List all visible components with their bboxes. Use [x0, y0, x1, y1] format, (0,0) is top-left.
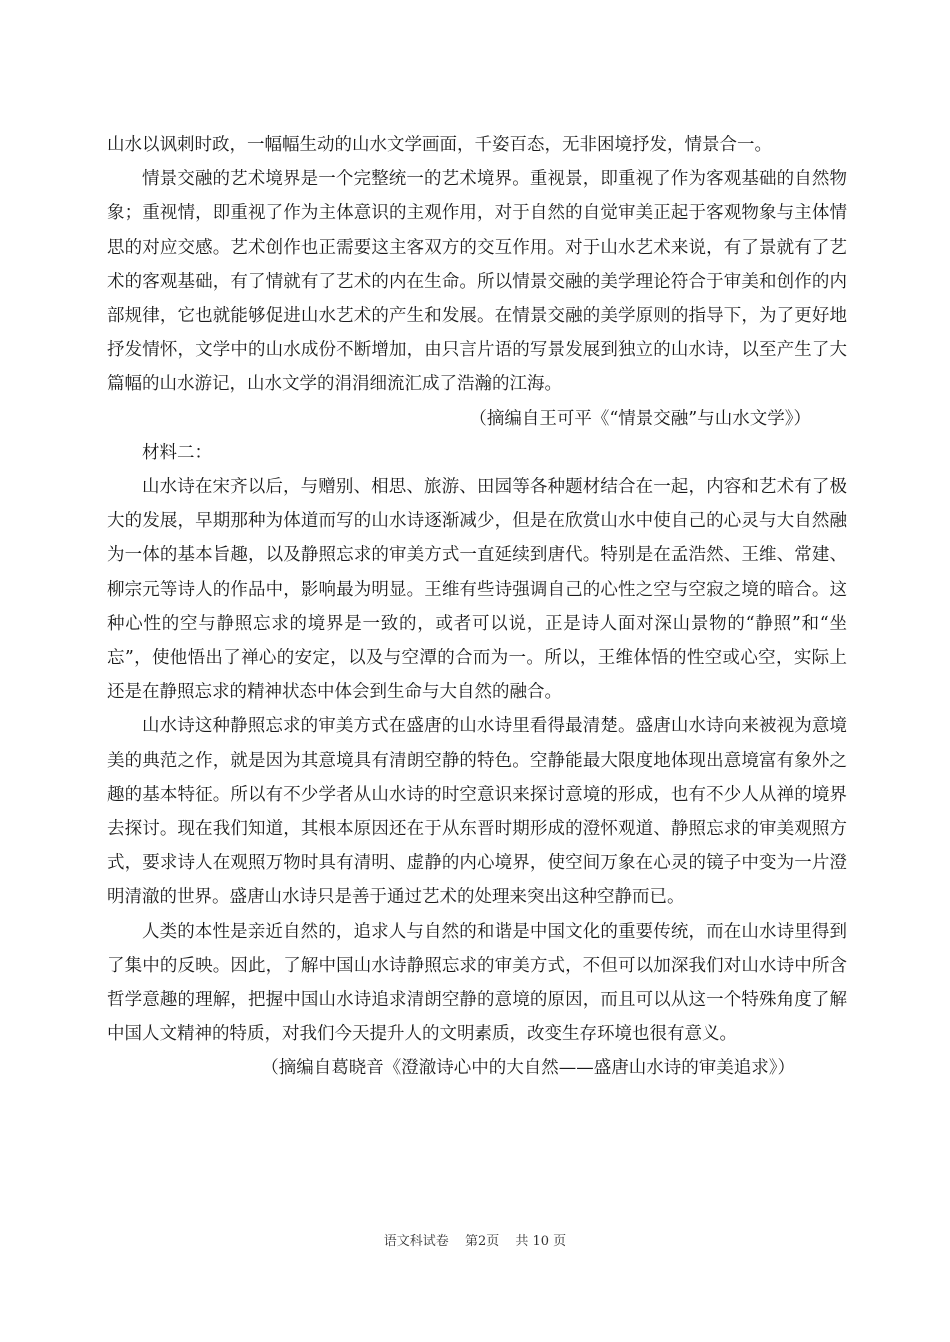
paragraph-continued: 山水以讽刺时政，一幅幅生动的山水文学画面，千姿百态，无非困境抒发，情景合一。 — [107, 135, 772, 155]
footer-page-number: 第2页 — [464, 1234, 500, 1249]
footer-total-pages: 共 10 页 — [515, 1234, 567, 1249]
paragraph-human-nature: 人类的本性是亲近自然的，追求人与自然的和谐是中国文化的重要传统，而在山水诗里得到了集中的反映。因此，了解中国山水诗静照忘求的审美方式，不但可以加深我们对山水诗中所含哲学意趣的理解，把握中国山水诗追求清朗空静的意境的原因，而且可以从这一个特殊角度了解中国人文精神的特质，对我们今天提升人的文明素质，改变生存环境也很有意义。 — [107, 921, 847, 1045]
source-citation-2: （摘编自葛晓音《澄澈诗心中的大自然——盛唐山水诗的审美追求》） — [261, 1058, 795, 1079]
paragraph-scene-emotion: 情景交融的艺术境界是一个完整统一的艺术境界。重视景，即重视了作为客观基础的自然物象；重视情，即重视了作为主体意识的主观作用，对于自然的自觉审美正起于客观物象与主体情思的对应交感。艺术创作也正需要这主客双方的交互作用。对于山水艺术来说，有了景就有了艺术的客观基础，有了情就有了艺术的内在生命。所以情景交融的美学理论符合于审美和创作的内部规律，它也就能够促进山水艺术的产生和发展。在情景交融的美学原则的指导下，为了更好地抒发情怀，文学中的山水成份不断增加，由只言片语的写景发展到独立的山水诗，以至产生了大篇幅的山水游记，山水文学的涓涓细流汇成了浩瀚的江海。 — [107, 169, 847, 395]
article-body — [107, 128, 847, 1086]
paragraph-tang-aesthetics: 山水诗这种静照忘求的审美方式在盛唐的山水诗里看得最清楚。盛唐山水诗向来被视为意境美的典范之作，就是因为其意境具有清朗空静的特色。空静能最大限度地体现出意境富有象外之趣的基本特征。所以有不少学者从山水诗的时空意识来探讨意境的形成，也有不少人从禅的境界去探讨。现在我们知道，其根本原因还在于从东晋时期形成的澄怀观道、静照忘求的审美观照方式，要求诗人在观照万物时具有清明、虚静的内心境界，使空间万象在心灵的镜子中变为一片澄明清澈的世界。盛唐山水诗只是善于通过艺术的处理来突出这种空静而已。 — [107, 716, 847, 908]
material-two-label: 材料二： — [142, 442, 212, 463]
footer-subject: 语文科试卷 — [383, 1234, 449, 1249]
paragraph-landscape-poetry: 山水诗在宋齐以后，与赠别、相思、旅游、田园等各种题材结合在一起，内容和艺术有了极大的发展，早期那种为体道而写的山水诗逐渐减少，但是在欣赏山水中使自己的心灵与大自然融为一体的基本旨趣，以及静照忘求的审美方式一直延续到唐代。特别是在孟浩然、王维、常建、柳宗元等诗人的作品中，影响最为明显。王维有些诗强调自己的心性之空与空寂之境的暗合。这种心性的空与静照忘求的境界是一致的，或者可以说，正是诗人面对深山景物的“静照”和“坐忘”，使他悟出了禅心的安定，以及与空潭的合而为一。所以，王维体悟的性空或心空，实际上还是在静照忘求的精神状态中体会到生命与大自然的融合。 — [107, 477, 847, 703]
source-citation-1: （摘编自王可平《“情景交融”与山水文学》） — [469, 408, 811, 429]
page-footer — [0, 1233, 950, 1251]
